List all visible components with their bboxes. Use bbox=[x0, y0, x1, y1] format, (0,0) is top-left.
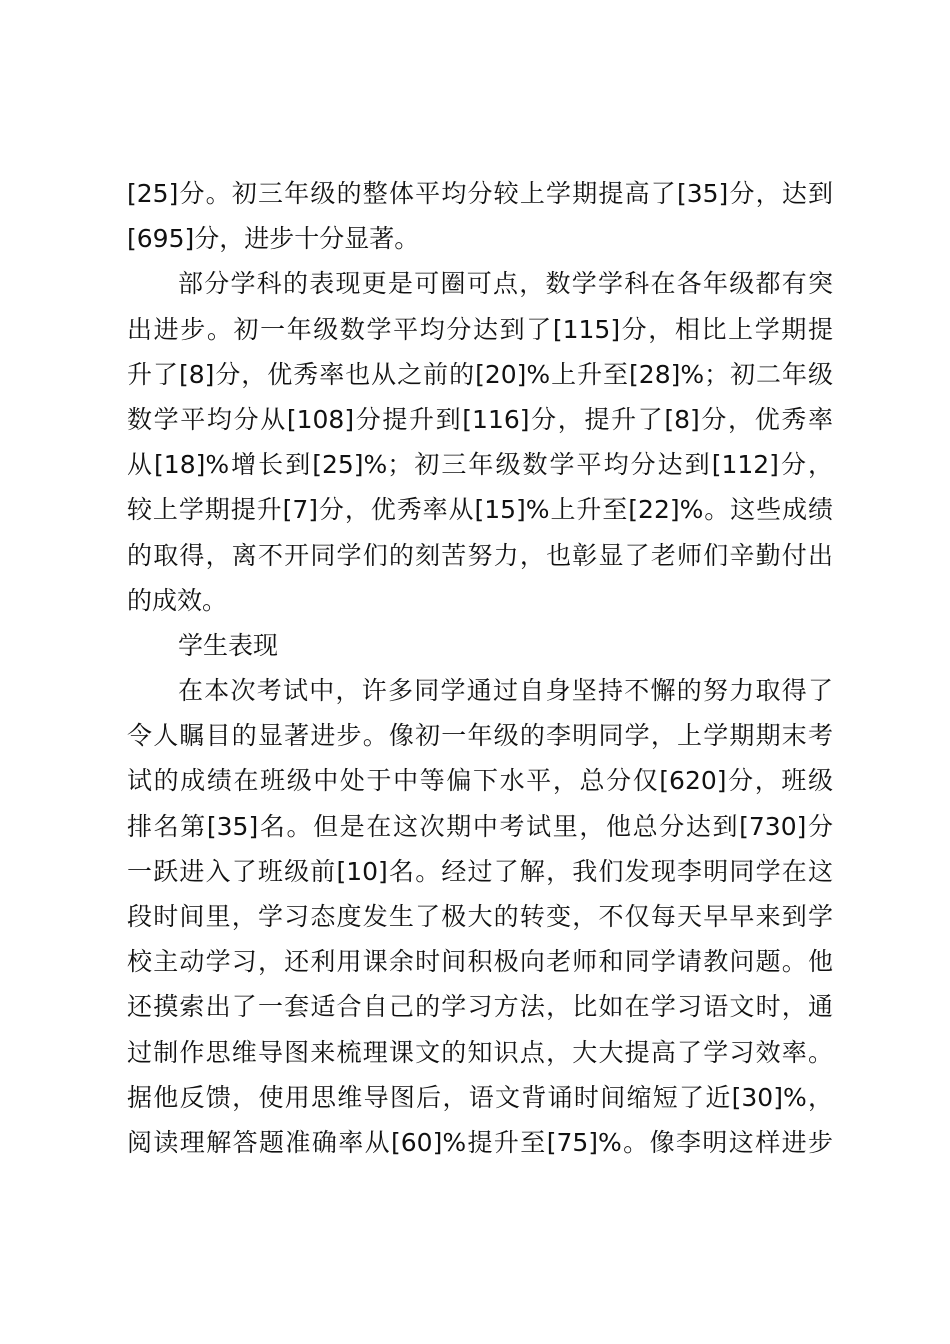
text-line: 试的成绩在班级中处于中等偏下水平，总分仅[620]分，班级 bbox=[127, 766, 833, 796]
text-line: 较上学期提升[7]分，优秀率从[15]%上升至[22]%。这些成绩 bbox=[127, 495, 833, 525]
text-line: 从[18]%增长到[25]%；初三年级数学平均分达到[112]分， bbox=[127, 450, 833, 480]
text-line: 阅读理解答题准确率从[60]%提升至[75]%。像李明这样进步 bbox=[127, 1127, 833, 1157]
paragraph bbox=[127, 668, 833, 1165]
text-line: 在本次考试中，许多同学通过自身坚持不懈的努力取得了 bbox=[178, 676, 833, 706]
text-line: 段时间里，学习态度发生了极大的转变，不仅每天早早来到学 bbox=[127, 902, 833, 931]
text-line: 的取得，离不开同学们的刻苦努力，也彰显了老师们辛勤付出 bbox=[127, 540, 833, 570]
text-line: [25]分。初三年级的整体平均分较上学期提高了[35]分，达到 bbox=[127, 179, 833, 208]
section-heading bbox=[127, 623, 833, 668]
text-line: 据他反馈，使用思维导图后，语文背诵时间缩短了近[30]%， bbox=[127, 1082, 833, 1112]
paragraph bbox=[127, 171, 833, 261]
text-line: 还摸索出了一套适合自己的学习方法，比如在学习语文时，通 bbox=[127, 992, 833, 1022]
text-line: 升了[8]分，优秀率也从之前的[20]%上升至[28]%；初二年级 bbox=[127, 359, 833, 389]
text-line: 的成效。 bbox=[127, 585, 228, 615]
document-body bbox=[127, 171, 833, 1165]
text-line: 一跃进入了班级前[10]名。经过了解，我们发现李明同学在这 bbox=[127, 856, 833, 886]
text-line: 数学平均分从[108]分提升到[116]分，提升了[8]分，优秀率 bbox=[127, 404, 833, 434]
text-line: 部分学科的表现更是可圈可点，数学学科在各年级都有突 bbox=[178, 269, 833, 299]
paragraph bbox=[127, 261, 833, 623]
text-line: 令人瞩目的显著进步。像初一年级的李明同学，上学期期末考 bbox=[127, 721, 833, 751]
text-line: 排名第[35]名。但是在这次期中考试里，他总分达到[730]分 bbox=[127, 811, 833, 841]
text-line: 校主动学习，还利用课余时间积极向老师和同学请教问题。他 bbox=[127, 947, 833, 977]
section-heading-text: 学生表现 bbox=[178, 630, 279, 660]
text-line: 过制作思维导图来梳理课文的知识点，大大提高了学习效率。 bbox=[127, 1037, 833, 1067]
text-line: [695]分，进步十分显著。 bbox=[127, 224, 420, 254]
text-line: 出进步。初一年级数学平均分达到了[115]分，相比上学期提 bbox=[127, 314, 833, 344]
